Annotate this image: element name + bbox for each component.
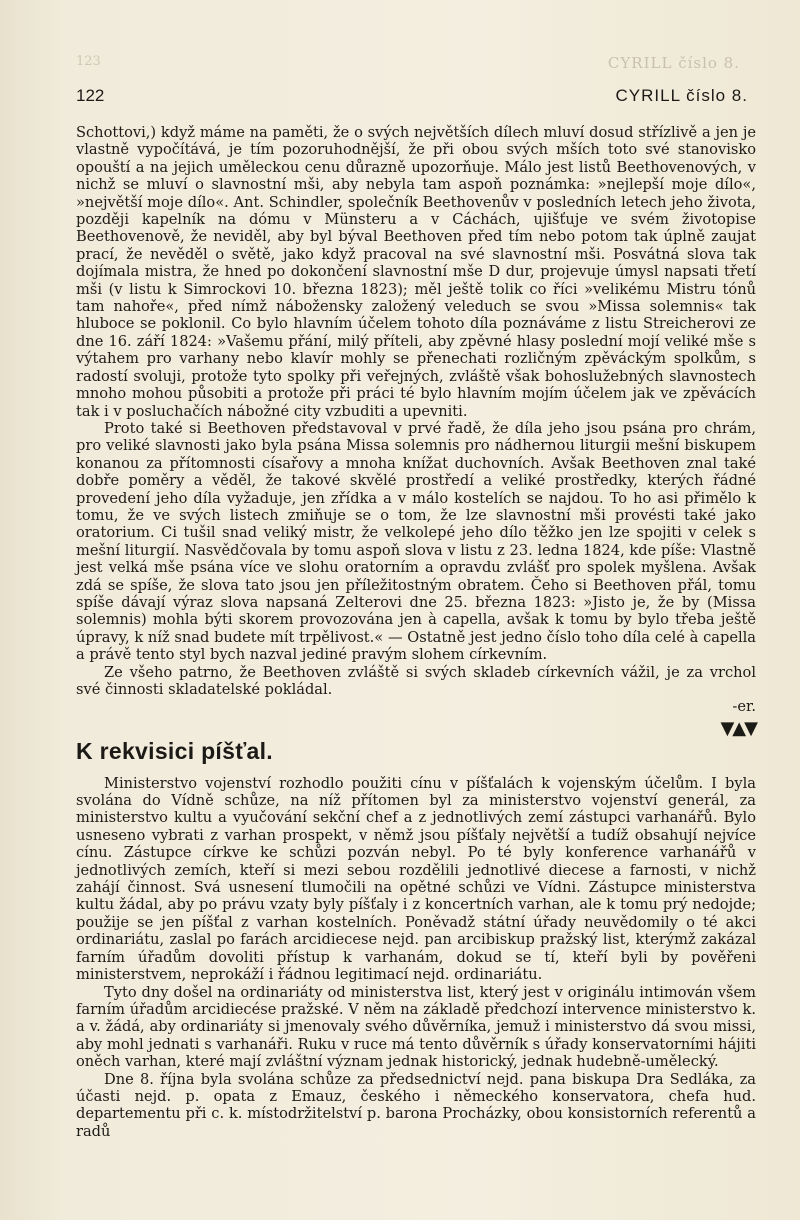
- article2-paragraph-3: Dne 8. října byla svolána schůze za předsednictví nejd. pana biskupa Dra Sedláka, za účasti nejd. p. opata z Emauz, českého i německého konservatora, chefa hud. departementu při c. k. místodržitelství p. barona Procházky, obou konsistorních referentů a radů: [76, 1070, 756, 1140]
- bleed-through-header: CYRILL číslo 8.: [607, 54, 740, 72]
- section-divider-ornament: ▼▲▼: [720, 717, 756, 739]
- article1-signature: -er.: [732, 698, 756, 716]
- journal-title: CYRILL číslo 8.: [615, 86, 748, 105]
- article2-paragraph-1: Ministerstvo vojenství rozhodlo použiti cínu v píšťalách k vojenským účelům. I byla svolána do Vídně schůze, na níž přítomen byl za ministerstvo vojenství generál, za ministerstvo kultu a vyučování sekční chef a z jednotlivých zemí zástupci varhanářů. Bylo usneseno vybrati z varhan prospekt, v němž jsou píšťaly největší a tudíž obsahují nejvíce cínu. Zástupce církve ke schůzi pozván nebyl. Po té byly konference varhanářů v jednotlivých zemích, kteří si mezi sebou rozdělili jednotlivé diecese a farnosti, v nichž zahájí činnost. Svá usnesení tlumočili na opětné schůzi ve Vídni. Zástupce ministerstva kultu žádal, aby po právu vzaty byly píšťaly i z koncertních varhan, ale k tomu prý nedojde; použije se jen píšťal z varhan kostelních. Poněvadž státní úřady neuvědomily o té akci ordinariátu, zaslal po farách arcidiecese nejd. pan arcibiskup pražský list, kterýmž zakázal farním úřadům dovoliti přístup k varhanám, dokud se tí, kteří byli by pověřeni ministerstvem, neprokáží i řádnou legitimací nejd. ordinariátu.: [76, 774, 756, 984]
- page-content: [76, 124, 756, 1140]
- article2-title: K rekvisici píšťal.: [76, 738, 273, 765]
- article1-paragraph-1: Schottovi,) když máme na paměti, že o svých největších dílech mluví dosud střízlivě a jen je vlastně vypočítává, je tím pozoruhodnější, že při obou svých mších toto své stanovisko opouští a na jejich uměleckou cenu důrazně upozorňuje. Málo jest listů Beethovenových, v nichž se mluví o slavnostní mši, aby nebyla tam aspoň poznámka: »nejlepší moje dílo«, »největší moje dílo«. Ant. Schindler, společník Beethovenův v posledních letech jeho života, později kapelník na dómu v Münsteru a v Cáchách, ujišťuje ve svém životopise Beethovenově, že neviděl, aby byl býval Beethoven před tím nebo potom tak úplně zaujat prací, že nevěděl o světě, jako když pracoval na své slavnostní mši. Posvátná slova tak dojímala mistra, že hned po dokončení slavnostní mše D dur, projevuje úmysl napsati třetí mši (v listu k Simrockovi 10. března 1823); měl ještě tolik co říci »velikému Mistru tónů tam nahoře«, před nímž nábožensky založený veleduch se svou »Missa solemnis« tak hluboce se poklonil. Co bylo hlavním účelem tohoto díla poznáváme z listu Streicherovi ze dne 16. září 1824: »Vašemu přání, milý příteli, aby zpěvné hlasy poslední mojí veliké mše s výtahem pro varhany nebo klavír mohly se přenechati rozličným zpěváckým spolkům, s radostí svoluji, protože tyto spolky při veřejných, zvláště však bohoslužebných slavnostech mnoho mohou působiti a protože při práci té bylo hlavním mojím účelem jak ve zpěvácích tak i v posluchačích nábožné city vzbuditi a upevniti.: [76, 124, 756, 420]
- article2-paragraph-2: Tyto dny došel na ordinariáty od ministerstva list, který jest v originálu intimován všem farním úřadům arcidiecése pražské. V něm na základě předchozí intervence ministerstvo k. a v. žádá, aby ordinariáty si jmenovaly svého důvěrníka, jemuž i ministerstvo dá svou missi, aby mohl jednati s varhanáři. Ruku v ruce má tento důvěrník s úřady konservatorními hájiti oněch varhan, které mají zvláštní význam jednak historický, jednak hudebně-umělecký.: [76, 983, 756, 1071]
- page-header: [76, 86, 748, 108]
- article1-paragraph-3: Ze všeho patrno, že Beethoven zvláště si svých skladeb církevních vážil, je za vrchol své činnosti skladatelské pokládal.: [76, 663, 756, 698]
- article1-paragraph-2: Proto také si Beethoven představoval v prvé řadě, že díla jeho jsou psána pro chrám, pro veliké slavnosti jako byla psána Missa solemnis pro nádhernou liturgii mešní biskupem konanou za přítomnosti císařovy a mnoha knížat duchovních. Avšak Beethoven znal také dobře poměry a věděl, že takové skvělé prostředí a veliké prostředky, kterých řádné provedení jeho díla vyžaduje, jen zřídka a v málo kostelích se najdou. To ho asi přimělo k tomu, že ve svých listech zmiňuje se o tom, že lze slavnostní mši provésti také jako oratorium. Ci tušil snad veliký mistr, že velkolepé jeho dílo těžko jen lze spojiti v celek s mešní liturgií. Nasvědčovala by tomu aspoň slova v listu z 23. ledna 1824, kde píše: Vlastně jest velká mše psána více ve slohu oratorním a opravdu zvlášť pro spolek myšlena. Avšak zdá se spíše, že slova tato jsou jen příležitostným obratem. Čeho si Beethoven přál, tomu spíše dávají výraz slova napsaná Zelterovi dne 25. března 1823: »Jisto je, že by (Missa solemnis) mohla býti skorem provozována jen à capella, avšak k tomu by bylo třeba ještě úpravy, k níž snad budete mít trpělivost.« — Ostatně jest jedno číslo toho díla celé à capella a právě tento styl bych nazval jediné pravým slohem církevním.: [76, 419, 756, 664]
- page-number: 122: [76, 86, 105, 105]
- bleed-through-page-number: 123: [76, 54, 101, 69]
